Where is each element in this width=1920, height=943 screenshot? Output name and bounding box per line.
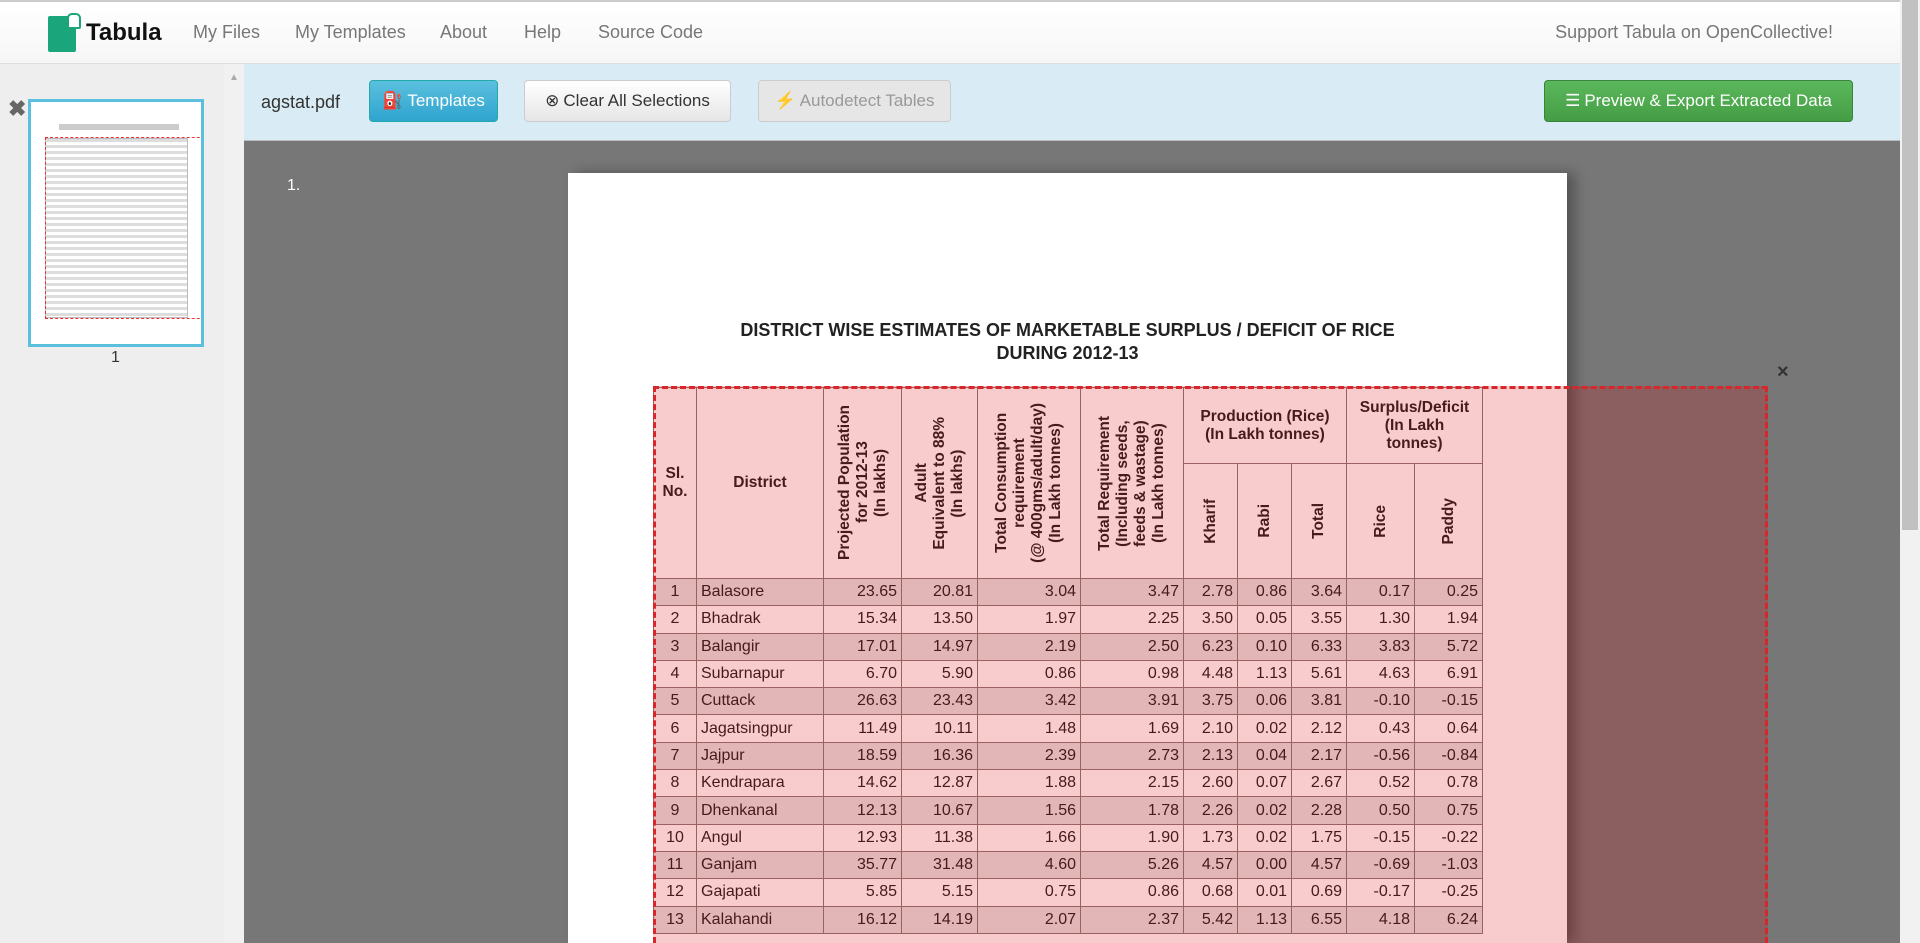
table-cell: 5.90: [902, 660, 978, 687]
table-cell: 12.93: [824, 824, 902, 851]
table-cell: 2.60: [1184, 770, 1238, 797]
table-cell: 26.63: [824, 688, 902, 715]
table-cell: -0.56: [1347, 742, 1415, 769]
table-cell: 0.68: [1184, 879, 1238, 906]
toolbar: [244, 64, 1900, 141]
table-cell: 0.06: [1238, 688, 1292, 715]
page-scrollbar[interactable]: [1900, 0, 1920, 943]
table-cell: 5.85: [824, 879, 902, 906]
table-cell: Angul: [697, 824, 824, 851]
table-cell: 17.01: [824, 633, 902, 660]
table-cell: 1.30: [1347, 606, 1415, 633]
table-cell: 0.00: [1238, 851, 1292, 878]
table-cell: 6.24: [1415, 906, 1483, 933]
header-paddy: Paddy: [1415, 464, 1483, 579]
list-icon: ☰: [1565, 91, 1581, 110]
thumbnail-page-number: 1: [111, 349, 120, 366]
clear-label: Clear All Selections: [563, 91, 710, 110]
table-selection-area[interactable]: [653, 386, 1768, 943]
table-cell: 5: [654, 688, 697, 715]
nav-about[interactable]: About: [440, 22, 488, 42]
table-cell: 0.86: [1081, 879, 1184, 906]
table-cell: -0.69: [1347, 851, 1415, 878]
table-cell: 35.77: [824, 851, 902, 878]
table-cell: 3.81: [1292, 688, 1347, 715]
table-cell: 1.13: [1238, 906, 1292, 933]
close-selection-icon[interactable]: ×: [1777, 361, 1789, 383]
table-cell: 0.78: [1415, 770, 1483, 797]
table-cell: 1.94: [1415, 606, 1483, 633]
table-cell: Ganjam: [697, 851, 824, 878]
table-cell: -0.84: [1415, 742, 1483, 769]
table-cell: -0.10: [1347, 688, 1415, 715]
table-cell: Dhenkanal: [697, 797, 824, 824]
table-cell: 16.36: [902, 742, 978, 769]
table-cell: 3.91: [1081, 688, 1184, 715]
table-cell: 2.50: [1081, 633, 1184, 660]
table-cell: 14.19: [902, 906, 978, 933]
clear-selections-button[interactable]: [524, 80, 731, 122]
page-thumbnail[interactable]: [28, 99, 204, 347]
table-cell: -0.22: [1415, 824, 1483, 851]
table-cell: 1.48: [978, 715, 1081, 742]
lightning-icon: ⚡: [774, 91, 796, 110]
table-cell: 2.25: [1081, 606, 1184, 633]
table-cell: 1.78: [1081, 797, 1184, 824]
table-cell: 5.72: [1415, 633, 1483, 660]
pdf-title: [568, 319, 1567, 365]
table-cell: 3.55: [1292, 606, 1347, 633]
table-cell: Jajpur: [697, 742, 824, 769]
table-cell: 11: [654, 851, 697, 878]
table-cell: Bhadrak: [697, 606, 824, 633]
table-cell: 7: [654, 742, 697, 769]
table-cell: 1.69: [1081, 715, 1184, 742]
table-cell: 2.26: [1184, 797, 1238, 824]
pdf-viewer: [244, 141, 1900, 943]
table-cell: 31.48: [902, 851, 978, 878]
table-cell: 10.67: [902, 797, 978, 824]
table-cell: 6.55: [1292, 906, 1347, 933]
table-cell: 5.42: [1184, 906, 1238, 933]
table-cell: 0.75: [1415, 797, 1483, 824]
header-surplus: Surplus/Deficit (In Lakh tonnes): [1347, 388, 1483, 464]
table-cell: 2.07: [978, 906, 1081, 933]
table-cell: 1.97: [978, 606, 1081, 633]
table-cell: 0.75: [978, 879, 1081, 906]
table-cell: 0.69: [1292, 879, 1347, 906]
header-sl: Sl. No.: [654, 388, 697, 579]
support-link[interactable]: Support Tabula on OpenCollective!: [1555, 22, 1833, 42]
table-cell: 12: [654, 879, 697, 906]
table-cell: 2.19: [978, 633, 1081, 660]
table-cell: 23.43: [902, 688, 978, 715]
table-cell: Kendrapara: [697, 770, 824, 797]
table-cell: 1.73: [1184, 824, 1238, 851]
table-cell: 8: [654, 770, 697, 797]
navbar: [0, 0, 1900, 64]
table-cell: 14.62: [824, 770, 902, 797]
templates-icon: ⛽: [382, 91, 404, 110]
table-cell: 0.17: [1347, 579, 1415, 606]
header-requirement: Total Requirement (Including seeds, feeds & wastage) (In Lakh tonnes): [1081, 388, 1184, 579]
page-number: 1.: [287, 177, 301, 194]
table-cell: 0.86: [978, 660, 1081, 687]
table-cell: 3.50: [1184, 606, 1238, 633]
nav-help[interactable]: Help: [524, 22, 562, 42]
sidebar-scrollbar[interactable]: [224, 64, 244, 943]
table-cell: 6.70: [824, 660, 902, 687]
table-cell: Cuttack: [697, 688, 824, 715]
title-line: DURING 2012-13: [996, 343, 1139, 363]
table-cell: 0.07: [1238, 770, 1292, 797]
table-cell: 15.34: [824, 606, 902, 633]
table-cell: 4.18: [1347, 906, 1415, 933]
table-cell: 1.13: [1238, 660, 1292, 687]
table-cell: Balasore: [697, 579, 824, 606]
table-cell: 10.11: [902, 715, 978, 742]
table-cell: 1.90: [1081, 824, 1184, 851]
table-cell: 1.88: [978, 770, 1081, 797]
header-rabi: Rabi: [1238, 464, 1292, 579]
scrollbar-thumb[interactable]: [1902, 0, 1918, 530]
table-cell: 2.73: [1081, 742, 1184, 769]
nav-source-code[interactable]: Source Code: [598, 22, 704, 42]
table-cell: 4.63: [1347, 660, 1415, 687]
table-cell: 4.57: [1292, 851, 1347, 878]
table-cell: -1.03: [1415, 851, 1483, 878]
table-cell: Balangir: [697, 633, 824, 660]
table-cell: 4: [654, 660, 697, 687]
table-cell: 6.91: [1415, 660, 1483, 687]
table-cell: 11.49: [824, 715, 902, 742]
table-cell: -0.17: [1347, 879, 1415, 906]
table-cell: Gajapati: [697, 879, 824, 906]
table-cell: -0.15: [1415, 688, 1483, 715]
table-cell: 1.75: [1292, 824, 1347, 851]
export-label: Preview & Export Extracted Data: [1584, 91, 1832, 110]
table-cell: 13.50: [902, 606, 978, 633]
header-rice: Rice: [1347, 464, 1415, 579]
table-cell: 5.61: [1292, 660, 1347, 687]
table-cell: 6: [654, 715, 697, 742]
table-cell: 1.66: [978, 824, 1081, 851]
table-cell: 4.57: [1184, 851, 1238, 878]
table-cell: 0.86: [1238, 579, 1292, 606]
nav-my-templates[interactable]: My Templates: [295, 22, 406, 42]
table-cell: 0.10: [1238, 633, 1292, 660]
table-cell: 0.50: [1347, 797, 1415, 824]
table-cell: 0.04: [1238, 742, 1292, 769]
table-cell: 2.15: [1081, 770, 1184, 797]
table-cell: 1.56: [978, 797, 1081, 824]
table-cell: 3.83: [1347, 633, 1415, 660]
table-cell: 10: [654, 824, 697, 851]
table-cell: 0.02: [1238, 824, 1292, 851]
table-cell: 12.87: [902, 770, 978, 797]
table-cell: 0.43: [1347, 715, 1415, 742]
table-cell: 20.81: [902, 579, 978, 606]
table-cell: 0.05: [1238, 606, 1292, 633]
table-cell: 13: [654, 906, 697, 933]
table-cell: 3.64: [1292, 579, 1347, 606]
title-line: DISTRICT WISE ESTIMATES OF MARKETABLE SURPLUS / DEFICIT OF RICE: [740, 320, 1395, 340]
tabula-logo-icon[interactable]: [48, 16, 76, 52]
table-cell: 4.60: [978, 851, 1081, 878]
header-kharif: Kharif: [1184, 464, 1238, 579]
table-cell: -0.15: [1347, 824, 1415, 851]
table-cell: 4.48: [1184, 660, 1238, 687]
templates-button[interactable]: [369, 80, 498, 122]
table-cell: 0.52: [1347, 770, 1415, 797]
table-cell: 2.17: [1292, 742, 1347, 769]
table-cell: 2.13: [1184, 742, 1238, 769]
table-cell: 3: [654, 633, 697, 660]
table-cell: Subarnapur: [697, 660, 824, 687]
table-cell: 2: [654, 606, 697, 633]
table-cell: 0.01: [1238, 879, 1292, 906]
scroll-up-icon[interactable]: ▲: [229, 72, 239, 83]
table-cell: Kalahandi: [697, 906, 824, 933]
table-cell: 6.33: [1292, 633, 1347, 660]
header-total: Total: [1292, 464, 1347, 579]
table-cell: 2.28: [1292, 797, 1347, 824]
table-cell: 2.39: [978, 742, 1081, 769]
table-cell: 2.10: [1184, 715, 1238, 742]
brand[interactable]: Tabula: [86, 19, 162, 46]
table-cell: 18.59: [824, 742, 902, 769]
table-cell: 12.13: [824, 797, 902, 824]
table-cell: Jagatsingpur: [697, 715, 824, 742]
table-cell: 2.12: [1292, 715, 1347, 742]
table-cell: 3.47: [1081, 579, 1184, 606]
table-cell: 16.12: [824, 906, 902, 933]
table-cell: 3.75: [1184, 688, 1238, 715]
table-cell: 9: [654, 797, 697, 824]
header-production: Production (Rice) (In Lakh tonnes): [1184, 388, 1347, 464]
nav-my-files[interactable]: My Files: [193, 22, 260, 42]
table-cell: 2.37: [1081, 906, 1184, 933]
table-cell: 23.65: [824, 579, 902, 606]
table-cell: 0.98: [1081, 660, 1184, 687]
header-consumption: Total Consumption requirement (@ 400gms/adult/day) (In Lakh tonnes): [978, 388, 1081, 579]
templates-label: Templates: [407, 91, 485, 110]
table-cell: 11.38: [902, 824, 978, 851]
header-pop: Projected Population for 2012-13 (In lakhs): [824, 388, 902, 579]
thumbnail-title: [59, 124, 179, 130]
autodetect-label: Autodetect Tables: [799, 91, 935, 110]
remove-page-icon[interactable]: ✖: [8, 96, 27, 121]
table-cell: 6.23: [1184, 633, 1238, 660]
table-cell: 14.97: [902, 633, 978, 660]
table-cell: -0.25: [1415, 879, 1483, 906]
preview-export-button[interactable]: [1544, 80, 1853, 122]
table-cell: 5.15: [902, 879, 978, 906]
table-cell: 0.02: [1238, 715, 1292, 742]
thumbnail-selection: [45, 137, 204, 319]
table-cell: 0.25: [1415, 579, 1483, 606]
table-cell: 3.42: [978, 688, 1081, 715]
header-adult: Adult Equivalent to 88% (In lakhs): [902, 388, 978, 579]
table-cell: 2.78: [1184, 579, 1238, 606]
autodetect-tables-button[interactable]: [758, 80, 951, 122]
table-cell: 2.67: [1292, 770, 1347, 797]
filename: agstat.pdf: [261, 92, 341, 112]
table-cell: 3.04: [978, 579, 1081, 606]
table-cell: 1: [654, 579, 697, 606]
table-cell: 0.02: [1238, 797, 1292, 824]
table-cell: 0.64: [1415, 715, 1483, 742]
table-cell: 5.26: [1081, 851, 1184, 878]
header-district: District: [697, 388, 824, 579]
clear-circle-icon: ⊗: [545, 91, 560, 110]
